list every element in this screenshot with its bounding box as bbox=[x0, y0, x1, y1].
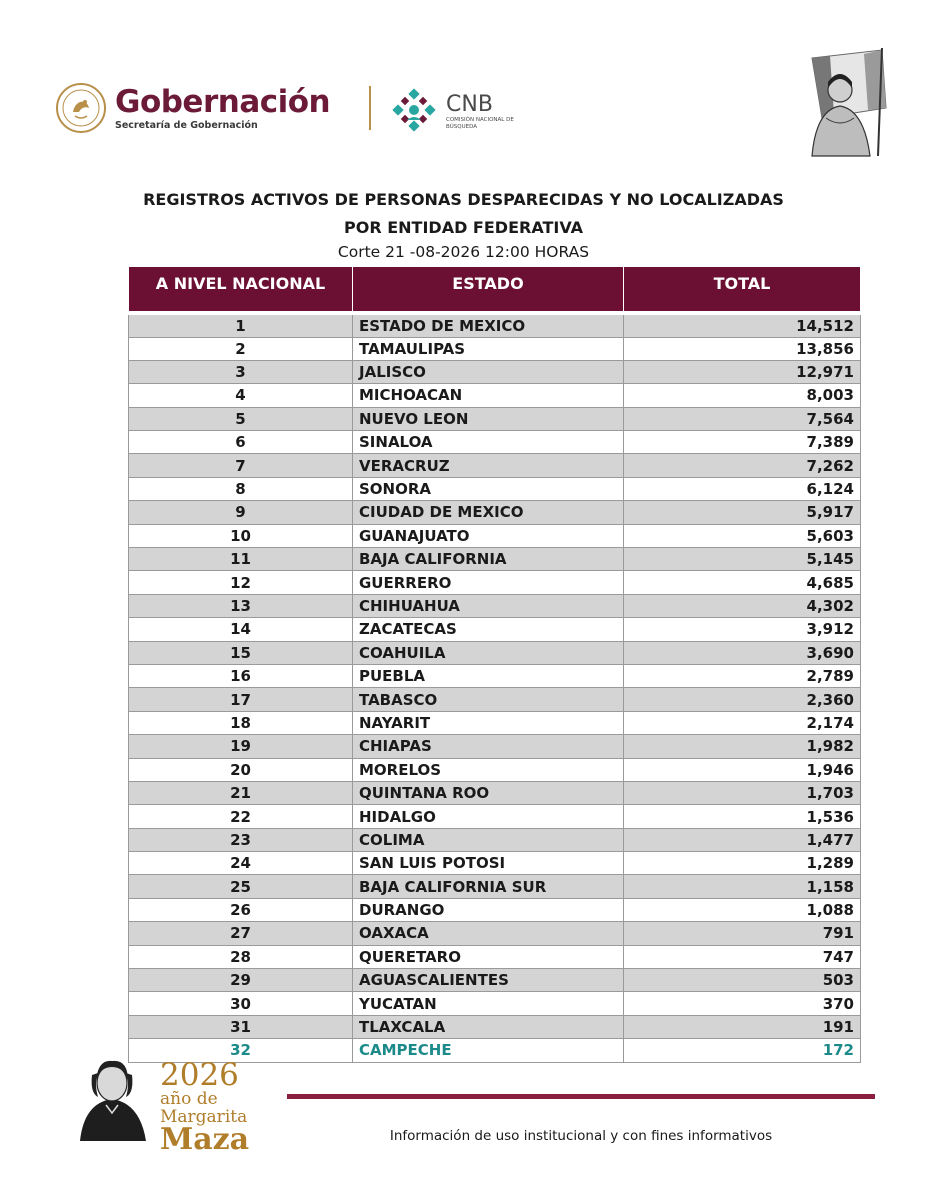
year-caption: año de bbox=[160, 1089, 218, 1109]
table-row bbox=[129, 1015, 861, 1038]
total-cell: 13,856 bbox=[624, 337, 861, 360]
total-cell: 4,302 bbox=[624, 594, 861, 617]
total-cell: 172 bbox=[624, 1039, 861, 1062]
rank-cell: 5 bbox=[129, 407, 353, 430]
total-cell: 2,360 bbox=[624, 688, 861, 711]
total-cell: 5,917 bbox=[624, 501, 861, 524]
total-cell: 2,174 bbox=[624, 711, 861, 734]
state-cell: QUERETARO bbox=[353, 945, 624, 968]
table-row bbox=[129, 431, 861, 454]
rank-cell: 2 bbox=[129, 337, 353, 360]
state-cell: TABASCO bbox=[353, 688, 624, 711]
total-cell: 5,603 bbox=[624, 524, 861, 547]
rank-cell: 22 bbox=[129, 805, 353, 828]
table-row bbox=[129, 781, 861, 804]
table-row bbox=[129, 875, 861, 898]
total-cell: 1,158 bbox=[624, 875, 861, 898]
margarita-maza-portrait bbox=[62, 1053, 162, 1143]
state-cell: CHIAPAS bbox=[353, 735, 624, 758]
document-title-line2: POR ENTIDAD FEDERATIVA bbox=[344, 218, 583, 237]
document-title-line1: REGISTROS ACTIVOS DE PERSONAS DESPARECIDAS Y NO LOCALIZADAS bbox=[143, 190, 784, 209]
cnb-emblem-icon bbox=[388, 86, 440, 138]
rank-cell: 10 bbox=[129, 524, 353, 547]
total-cell: 6,124 bbox=[624, 477, 861, 500]
state-cell: SINALOA bbox=[353, 431, 624, 454]
rank-cell: 28 bbox=[129, 945, 353, 968]
total-cell: 1,088 bbox=[624, 898, 861, 921]
state-cell: NAYARIT bbox=[353, 711, 624, 734]
table-row bbox=[129, 571, 861, 594]
state-cell: PUEBLA bbox=[353, 664, 624, 687]
footer-divider-bar bbox=[287, 1094, 875, 1099]
year-number: 2026 bbox=[160, 1057, 239, 1093]
total-cell: 1,289 bbox=[624, 852, 861, 875]
state-cell: ESTADO DE MEXICO bbox=[353, 313, 624, 338]
total-cell: 5,145 bbox=[624, 548, 861, 571]
state-cell: AGUASCALIENTES bbox=[353, 969, 624, 992]
rank-cell: 24 bbox=[129, 852, 353, 875]
year-badge bbox=[160, 1057, 250, 1157]
rank-cell: 13 bbox=[129, 594, 353, 617]
state-cell: COLIMA bbox=[353, 828, 624, 851]
rank-cell: 7 bbox=[129, 454, 353, 477]
table-row bbox=[129, 828, 861, 851]
state-cell: TLAXCALA bbox=[353, 1015, 624, 1038]
rank-cell: 12 bbox=[129, 571, 353, 594]
rank-cell: 27 bbox=[129, 922, 353, 945]
total-cell: 14,512 bbox=[624, 313, 861, 338]
state-cell: GUERRERO bbox=[353, 571, 624, 594]
rank-cell: 26 bbox=[129, 898, 353, 921]
rank-cell: 15 bbox=[129, 641, 353, 664]
gobernacion-logo bbox=[55, 82, 355, 134]
logo-divider bbox=[369, 86, 371, 130]
rank-cell: 6 bbox=[129, 431, 353, 454]
cnb-subtitle: COMISIÓN NACIONAL DE BÚSQUEDA bbox=[446, 117, 514, 130]
rank-cell: 1 bbox=[129, 313, 353, 338]
total-cell: 3,912 bbox=[624, 618, 861, 641]
total-cell: 8,003 bbox=[624, 384, 861, 407]
total-cell: 1,477 bbox=[624, 828, 861, 851]
state-cell: QUINTANA ROO bbox=[353, 781, 624, 804]
state-cell: DURANGO bbox=[353, 898, 624, 921]
state-cell: VERACRUZ bbox=[353, 454, 624, 477]
table-row bbox=[129, 501, 861, 524]
rank-cell: 8 bbox=[129, 477, 353, 500]
rank-cell: 3 bbox=[129, 360, 353, 383]
table-row bbox=[129, 992, 861, 1015]
gobernacion-subtitle: Secretaría de Gobernación bbox=[115, 119, 258, 131]
state-cell: HIDALGO bbox=[353, 805, 624, 828]
column-header-total: TOTAL bbox=[624, 267, 861, 313]
rank-cell: 16 bbox=[129, 664, 353, 687]
total-cell: 370 bbox=[624, 992, 861, 1015]
table-row bbox=[129, 898, 861, 921]
table-row bbox=[129, 688, 861, 711]
total-cell: 747 bbox=[624, 945, 861, 968]
rank-cell: 29 bbox=[129, 969, 353, 992]
state-cell: OAXACA bbox=[353, 922, 624, 945]
cnb-title: CNB bbox=[446, 92, 493, 117]
state-cell: GUANAJUATO bbox=[353, 524, 624, 547]
state-cell: CAMPECHE bbox=[353, 1039, 624, 1062]
gobernacion-title: Gobernación bbox=[115, 83, 331, 120]
state-cell: YUCATAN bbox=[353, 992, 624, 1015]
table-row bbox=[129, 922, 861, 945]
state-cell: JALISCO bbox=[353, 360, 624, 383]
state-cell: SONORA bbox=[353, 477, 624, 500]
total-cell: 1,982 bbox=[624, 735, 861, 758]
rank-cell: 19 bbox=[129, 735, 353, 758]
page-header bbox=[0, 0, 927, 170]
state-cell: CIUDAD DE MEXICO bbox=[353, 501, 624, 524]
total-cell: 503 bbox=[624, 969, 861, 992]
table-header-row bbox=[129, 267, 861, 313]
states-table bbox=[128, 266, 861, 1063]
state-cell: BAJA CALIFORNIA bbox=[353, 548, 624, 571]
table-row bbox=[129, 407, 861, 430]
total-cell: 191 bbox=[624, 1015, 861, 1038]
table-row bbox=[129, 313, 861, 338]
state-cell: BAJA CALIFORNIA SUR bbox=[353, 875, 624, 898]
table-row bbox=[129, 969, 861, 992]
table-row bbox=[129, 337, 861, 360]
table-row bbox=[129, 594, 861, 617]
table-row bbox=[129, 360, 861, 383]
table-row bbox=[129, 852, 861, 875]
table-row bbox=[129, 945, 861, 968]
rank-cell: 17 bbox=[129, 688, 353, 711]
heroine-flag-illustration bbox=[782, 48, 890, 158]
rank-cell: 25 bbox=[129, 875, 353, 898]
state-cell: CHIHUAHUA bbox=[353, 594, 624, 617]
table-row bbox=[129, 805, 861, 828]
table-row bbox=[129, 618, 861, 641]
state-cell: SAN LUIS POTOSI bbox=[353, 852, 624, 875]
table-row bbox=[129, 758, 861, 781]
footer-note: Información de uso institucional y con fines informativos bbox=[389, 1128, 773, 1144]
total-cell: 2,789 bbox=[624, 664, 861, 687]
table-row bbox=[129, 548, 861, 571]
rank-cell: 14 bbox=[129, 618, 353, 641]
year-name-last: Maza bbox=[160, 1122, 250, 1157]
total-cell: 7,389 bbox=[624, 431, 861, 454]
total-cell: 4,685 bbox=[624, 571, 861, 594]
total-cell: 1,703 bbox=[624, 781, 861, 804]
state-cell: MORELOS bbox=[353, 758, 624, 781]
table-row bbox=[129, 641, 861, 664]
total-cell: 7,262 bbox=[624, 454, 861, 477]
table-row bbox=[129, 454, 861, 477]
table-row bbox=[129, 384, 861, 407]
table-row bbox=[129, 524, 861, 547]
total-cell: 12,971 bbox=[624, 360, 861, 383]
state-cell: ZACATECAS bbox=[353, 618, 624, 641]
rank-cell: 18 bbox=[129, 711, 353, 734]
rank-cell: 30 bbox=[129, 992, 353, 1015]
cut-date: Corte 21 -08-2026 12:00 HORAS bbox=[337, 243, 590, 261]
table-body bbox=[129, 313, 861, 1063]
state-cell: MICHOACAN bbox=[353, 384, 624, 407]
year-name-first: Margarita bbox=[160, 1107, 248, 1127]
total-cell: 1,946 bbox=[624, 758, 861, 781]
rank-cell: 21 bbox=[129, 781, 353, 804]
column-header-rank: A NIVEL NACIONAL bbox=[129, 267, 353, 313]
rank-cell: 11 bbox=[129, 548, 353, 571]
total-cell: 3,690 bbox=[624, 641, 861, 664]
rank-cell: 31 bbox=[129, 1015, 353, 1038]
total-cell: 791 bbox=[624, 922, 861, 945]
table-row bbox=[129, 477, 861, 500]
column-header-state: ESTADO bbox=[353, 267, 624, 313]
mexico-seal-icon bbox=[55, 82, 107, 134]
state-cell: NUEVO LEON bbox=[353, 407, 624, 430]
rank-cell: 32 bbox=[129, 1039, 353, 1062]
table-row bbox=[129, 735, 861, 758]
rank-cell: 4 bbox=[129, 384, 353, 407]
rank-cell: 20 bbox=[129, 758, 353, 781]
rank-cell: 9 bbox=[129, 501, 353, 524]
rank-cell: 23 bbox=[129, 828, 353, 851]
table-row bbox=[129, 711, 861, 734]
table-row bbox=[129, 664, 861, 687]
total-cell: 1,536 bbox=[624, 805, 861, 828]
state-cell: TAMAULIPAS bbox=[353, 337, 624, 360]
state-cell: COAHUILA bbox=[353, 641, 624, 664]
total-cell: 7,564 bbox=[624, 407, 861, 430]
cnb-logo bbox=[388, 84, 538, 140]
